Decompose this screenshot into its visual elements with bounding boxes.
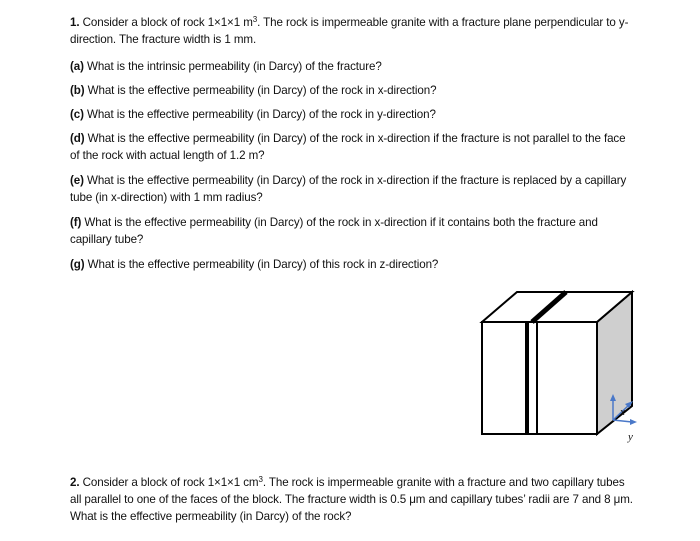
axis-y-label: y	[628, 431, 633, 443]
problem-1-intro-text: Consider a block of rock 1×1×1 m	[79, 16, 253, 29]
question-label: (b)	[70, 84, 85, 97]
question-text: What is the intrinsic permeability (in Darcy) of the fracture?	[83, 60, 382, 73]
question-label: (d)	[70, 132, 85, 145]
block-front-face	[482, 322, 597, 434]
question-text: What is the effective permeability (in Darcy) of the rock in x-direction if it contains both the fracture and capillary tube?	[70, 216, 598, 246]
question-label: (c)	[70, 108, 84, 121]
question-f	[70, 214, 635, 248]
rock-block-figure	[470, 282, 655, 454]
problem-1-superscript: 3	[252, 15, 258, 24]
question-label: (g)	[70, 258, 85, 271]
problem-1-intro	[70, 14, 635, 48]
problem-2	[70, 474, 635, 525]
problem-2-number: 2.	[70, 476, 80, 489]
axis-x-label: x	[620, 406, 625, 418]
question-b	[70, 82, 635, 99]
question-e	[70, 172, 635, 206]
question-label: (f)	[70, 216, 82, 229]
question-text: What is the effective permeability (in Darcy) of the rock in x-direction if the fracture is not parallel to the face of the rock with actual length of 1.2 m?	[70, 132, 626, 162]
question-text: What is the effective permeability (in Darcy) of the rock in x-direction?	[84, 84, 437, 97]
problem-2-superscript: 3	[258, 475, 263, 484]
question-label: (e)	[70, 174, 84, 187]
problem-2-text: Consider a block of rock 1×1×1 cm	[79, 476, 259, 489]
problem-1-number: 1.	[70, 16, 80, 29]
question-c	[70, 106, 635, 123]
question-text: What is the effective permeability (in Darcy) of this rock in z-direction?	[84, 258, 439, 271]
question-d	[70, 130, 635, 164]
problem-1-intro-text-cont: . The rock is impermeable granite with a fracture plane perpendicular to y-direction. The fracture width is 1 mm.	[70, 16, 629, 46]
question-g	[70, 256, 635, 273]
question-a	[70, 58, 635, 75]
question-text: What is the effective permeability (in Darcy) of the rock in y-direction?	[83, 108, 436, 121]
axis-y-arrowhead	[630, 419, 637, 425]
axis-y-arrow	[613, 420, 632, 422]
problem-2-text-cont: . The rock is impermeable granite with a fracture and two capillary tubes all parallel to one of the faces of the block. The fracture width is 0.5 μm and capillary tubes’ radii are 7 and 8 μm. What is the effective permeability (in Darcy) of the rock?	[70, 476, 633, 523]
question-text: What is the effective permeability (in Darcy) of the rock in x-direction if the fracture is replaced by a capillary tube (in x-direction) with 1 mm radius?	[70, 174, 627, 204]
question-label: (a)	[70, 60, 84, 73]
